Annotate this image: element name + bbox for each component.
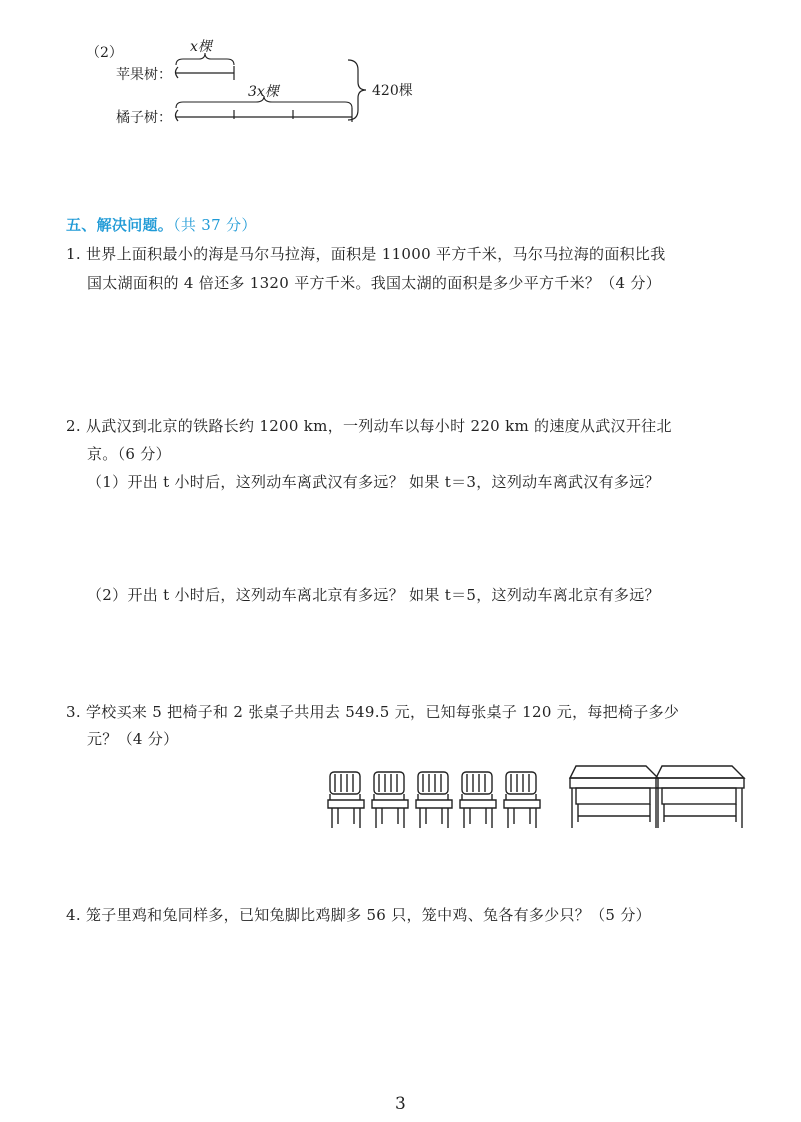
- section-title: [66, 214, 257, 236]
- apple-label: 苹果树：: [116, 67, 172, 83]
- q1-line1: 1. 世界上面积最小的海是马尔马拉海，面积是 11000 平方千米，马尔马拉海的面积比我: [66, 245, 666, 263]
- chair-5: [504, 772, 540, 828]
- orange-brace-label: 3x棵: [248, 84, 279, 100]
- apple-brace-label: x棵: [190, 39, 212, 55]
- q2-sub2: （2）开出 t 小时后，这列动车离北京有多远？ 如果 t＝5，这列动车离北京有多远？: [87, 586, 660, 604]
- total-brace: [348, 60, 366, 120]
- total-label: 420棵: [372, 83, 413, 99]
- bar-diagram: [0, 0, 801, 140]
- section-title-text: 五、解决问题。: [66, 216, 174, 234]
- chairs-and-desks-illustration: [326, 760, 746, 832]
- desk-1: [570, 766, 658, 828]
- orange-bar: [176, 108, 353, 122]
- chair-3: [416, 772, 452, 828]
- apple-bar: [176, 66, 235, 80]
- orange-label: 橘子树：: [116, 110, 172, 126]
- chair-1: [328, 772, 364, 828]
- desk-2: [656, 766, 744, 828]
- q2-line2: 京。（6 分）: [87, 445, 171, 463]
- q1-line2: 国太湖面积的 4 倍还多 1320 平方千米。我国太湖的面积是多少平方千米？（4 分）: [87, 274, 662, 292]
- q3-line2: 元？（4 分）: [87, 730, 179, 748]
- q3-line1: 3. 学校买来 5 把椅子和 2 张桌子共用去 549.5 元，已知每张桌子 120 元，每把椅子多少: [66, 703, 680, 721]
- diagram-part-label: （2）: [86, 45, 123, 61]
- section-points: （共 37 分）: [173, 216, 257, 234]
- chair-4: [460, 772, 496, 828]
- q2-sub1: （1）开出 t 小时后，这列动车离武汉有多远？ 如果 t＝3，这列动车离武汉有多远？: [87, 473, 660, 491]
- page-number: 3: [395, 1094, 406, 1114]
- q2-line1: 2. 从武汉到北京的铁路长约 1200 km，一列动车以每小时 220 km 的速度从武汉开往北: [66, 417, 672, 435]
- q4-line1: 4. 笼子里鸡和兔同样多，已知兔脚比鸡脚多 56 只，笼中鸡、兔各有多少只？（5 分）: [66, 906, 651, 924]
- chair-2: [372, 772, 408, 828]
